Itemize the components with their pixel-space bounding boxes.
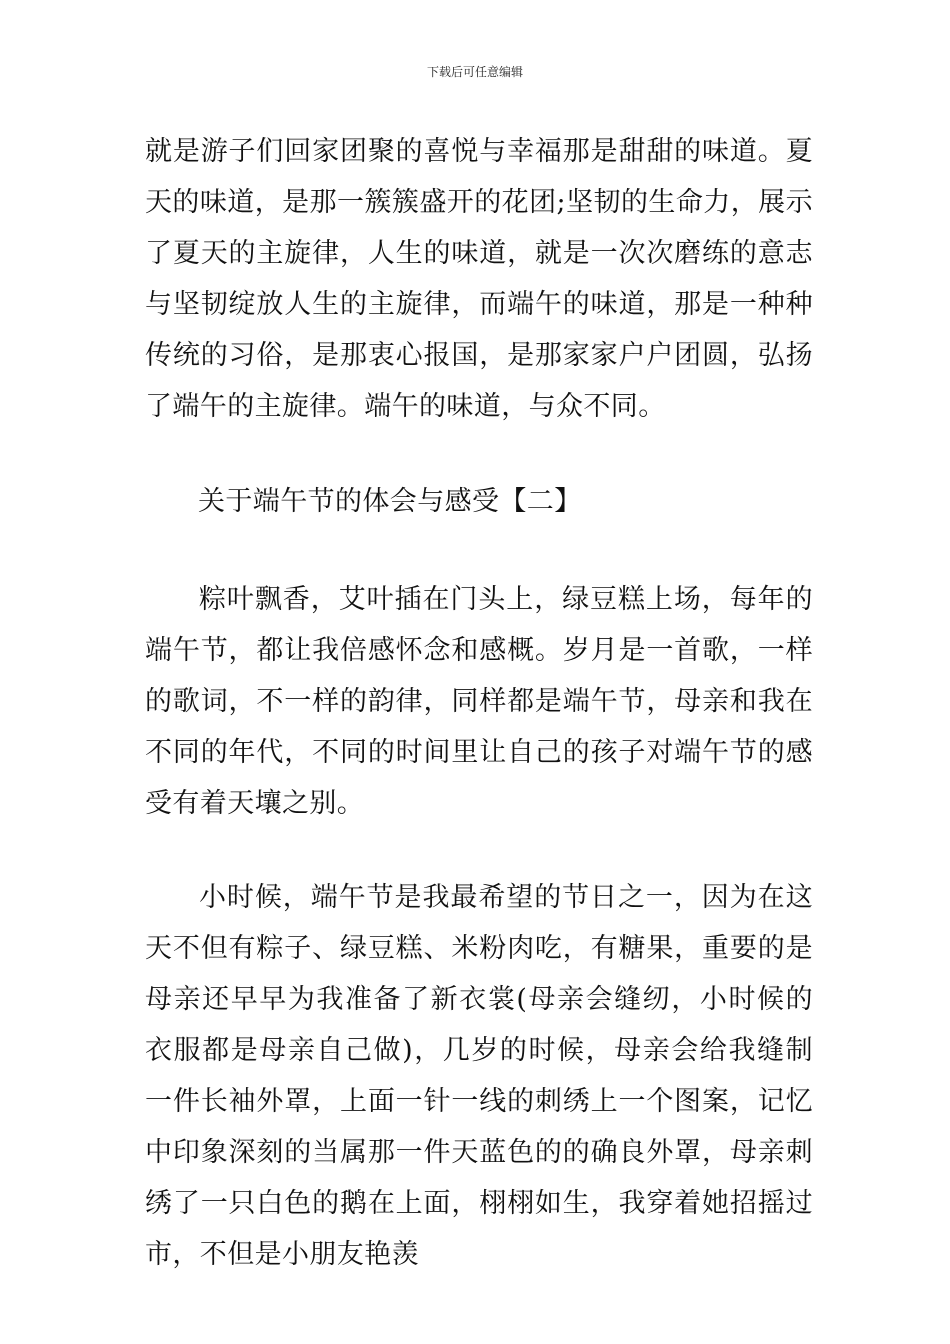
paragraph-3: 小时候，端午节是我最希望的节日之一，因为在这天不但有粽子、绿豆糕、米粉肉吃，有糖果，重要的是母亲还早早为我准备了新衣裳(母亲会缝纫，小时候的衣服都是母亲自己做)，几岁的时候，母亲会给我缝制一件长袖外罩，上面一针一线的刺绣上一个图案，记忆中印象深刻的当属那一件天蓝色的的确良外罩，母亲刺绣了一只白色的鹅在上面，栩栩如生，我穿着她招摇过市，不但是小朋友艳羡 [145, 882, 813, 1270]
section-heading: 关于端午节的体会与感受【二】 [198, 486, 582, 517]
page-header: 下载后可任意编辑 [426, 65, 523, 79]
paragraph-2: 粽叶飘香，艾叶插在门头上，绿豆糕上场，每年的端午节，都让我倍感怀念和感概。岁月是一首歌，一样的歌词，不一样的韵律，同样都是端午节，母亲和我在不同的年代，不同的时间里让自己的孩子对端午节的感受有着天壤之别。 [145, 584, 813, 819]
paragraph-1: 就是游子们回家团聚的喜悦与幸福那是甜甜的味道。夏天的味道，是那一簇簇盛开的花团;坚韧的生命力，展示了夏天的主旋律，人生的味道，就是一次次磨练的意志与坚韧绽放人生的主旋律，而端午的味道，那是一种种传统的习俗，是那衷心报国，是那家家户户团圆，弘扬了端午的主旋律。端午的味道，与众不同。 [145, 136, 813, 422]
